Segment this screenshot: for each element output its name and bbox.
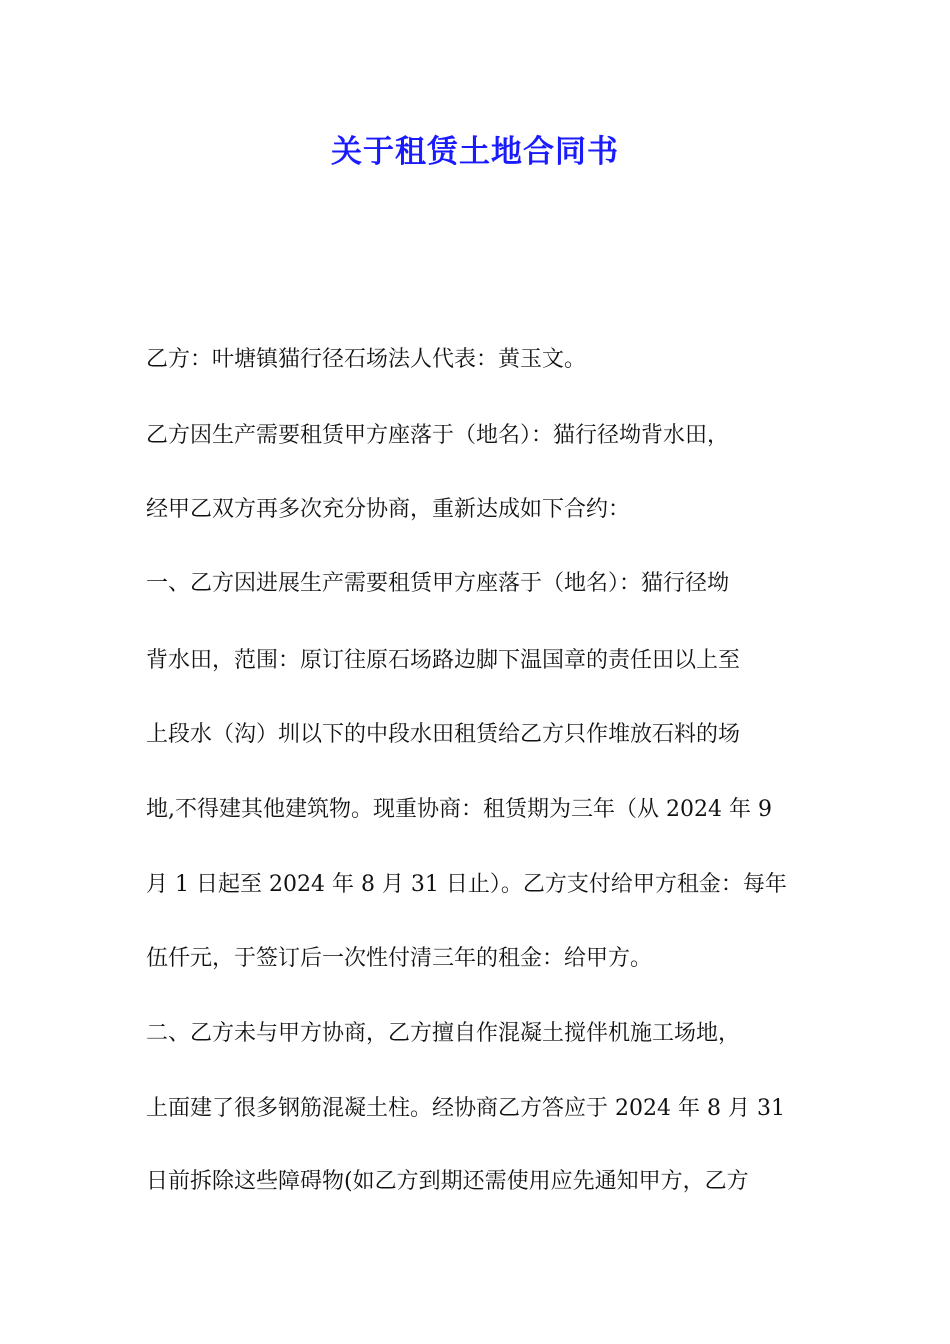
body-line-5: 背水田，范围：原订往原石场路边脚下温国章的责任田以上至 [146, 648, 741, 673]
body-line-9: 伍仟元，于签订后一次性付清三年的租金：给甲方。 [146, 946, 653, 971]
document-title: 关于租赁土地合同书 [331, 134, 619, 170]
body-line-1: 乙方：叶塘镇猫行径石场法人代表：黄玉文。 [146, 347, 587, 372]
body-line-10: 二、乙方未与甲方协商，乙方擅自作混凝土搅伴机施工场地， [146, 1021, 741, 1046]
body-line-12: 日前拆除这些障碍物(如乙方到期还需使用应先通知甲方，乙方 [146, 1169, 749, 1194]
body-line-3: 经甲乙双方再多次充分协商，重新达成如下合约： [146, 497, 631, 522]
body-line-2: 乙方因生产需要租赁甲方座落于（地名）：猫行径坳背水田， [146, 423, 730, 448]
body-line-11: 上面建了很多钢筋混凝土柱。经协商乙方答应于 2024 年 8 月 31 [146, 1096, 785, 1121]
body-line-7: 地,不得建其他建筑物。现重协商：租赁期为三年（从 2024 年 9 [146, 797, 772, 822]
body-line-4: 一、乙方因进展生产需要租赁甲方座落于（地名）：猫行径坳 [146, 571, 730, 596]
body-line-8: 月 1 日起至 2024 年 8 月 31 日止）。乙方支付给甲方租金：每年 [146, 872, 787, 897]
body-line-6: 上段水（沟）圳以下的中段水田租赁给乙方只作堆放石料的场 [146, 722, 741, 747]
